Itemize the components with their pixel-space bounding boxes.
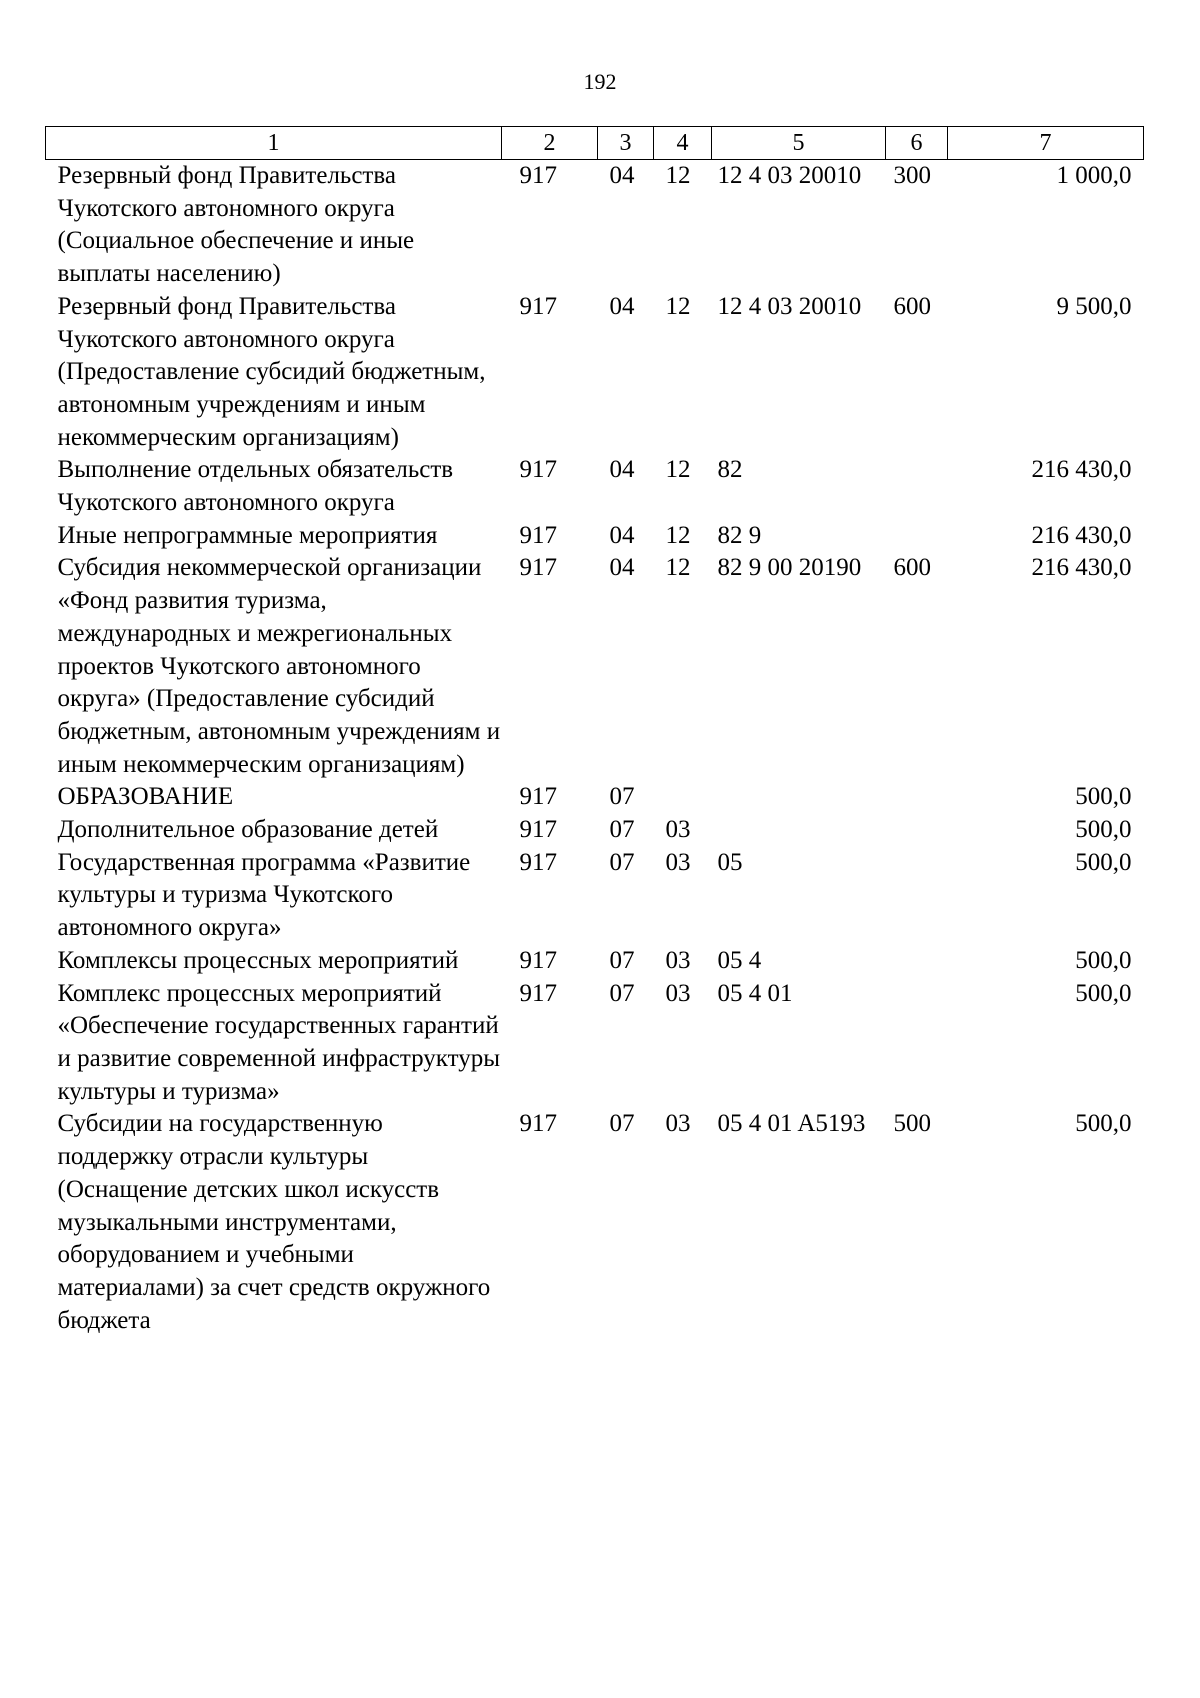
row-subsection: 03 [665,816,691,844]
row-amount: 500,0 [1075,979,1132,1007]
header-col-1: 1 [46,127,502,160]
row-name: Субсидия некоммерческой организации «Фонд развития туризма, международных и межрегиональных проектов Чукотского автономного округа» (Предоставление субсидий бюджетным, автономным учреждениям и иным некоммерческим организациям) [57,554,501,778]
row-section: 04 [609,554,635,582]
row-grbs: 917 [519,946,557,974]
row-expense-type [886,847,948,945]
row-grbs: 917 [519,1110,557,1138]
header-col-2: 2 [502,127,598,160]
row-target-item: 12 4 03 20010 [717,162,862,189]
row-name: Государственная программа «Развитие культуры и туризма Чукотского автономного округа» [57,848,471,942]
row-target-item: 05 4 01 [717,979,793,1007]
row-grbs: 917 [519,292,557,320]
row-grbs: 917 [519,162,557,189]
row-subsection: 12 [665,456,691,484]
table-row [46,520,1144,553]
table-row [46,978,1144,1109]
row-subsection: 03 [665,946,691,974]
row-target-item [712,781,886,814]
row-subsection: 03 [665,848,691,876]
row-section: 04 [609,162,635,189]
row-target-item: 82 9 00 20190 [717,554,862,582]
row-expense-type [886,520,948,553]
row-target-item: 05 [717,848,743,876]
row-amount: 500,0 [1075,783,1132,811]
row-expense-type [886,814,948,847]
header-col-6: 6 [886,127,948,160]
row-expense-type [886,454,948,519]
row-expense-type [886,945,948,978]
table-row [46,781,1144,814]
row-section: 07 [609,848,635,876]
row-subsection: 03 [665,1110,691,1138]
row-grbs: 917 [519,979,557,1007]
row-amount: 500,0 [1075,816,1132,844]
row-subsection: 03 [665,979,691,1007]
row-section: 07 [609,946,635,974]
row-grbs: 917 [519,848,557,876]
row-amount: 9 500,0 [1056,292,1132,320]
row-section: 04 [609,456,635,484]
table-row [46,847,1144,945]
table-row [46,552,1144,781]
row-amount: 216 430,0 [1031,456,1132,484]
row-target-item: 82 [717,456,743,484]
row-section: 07 [609,979,635,1007]
table-row [46,160,1144,291]
row-target-item: 05 4 01 A5193 [717,1110,866,1138]
row-name: Субсидии на государственную поддержку отрасли культуры (Оснащение детских школ искусств музыкальными инструментами, оборудованием и учебными материалами) за счет средств окружного бюджета [57,1110,491,1334]
table-row [46,945,1144,978]
row-grbs: 917 [519,554,557,582]
row-subsection: 12 [665,292,691,320]
row-name: Выполнение отдельных обязательств Чукотского автономного округа [57,456,454,517]
row-name: Комплекс процессных мероприятий «Обеспечение государственных гарантий и развитие современной инфраструктуры культуры и туризма» [57,979,500,1105]
row-expense-type [886,781,948,814]
row-section: 07 [609,816,635,844]
row-name: Дополнительное образование детей [57,816,439,844]
row-target-item [712,814,886,847]
page-number: 192 [583,69,617,94]
row-expense-type: 300 [893,162,931,189]
row-amount: 500,0 [1075,946,1132,974]
row-grbs: 917 [519,816,557,844]
row-target-item: 05 4 [717,946,762,974]
row-subsection [654,781,712,814]
table-row [46,1108,1144,1337]
row-section: 04 [609,521,635,549]
header-col-7: 7 [948,127,1144,160]
row-section: 04 [609,292,635,320]
row-grbs: 917 [519,521,557,549]
row-amount: 216 430,0 [1031,554,1132,582]
row-name: Комплексы процессных мероприятий [57,946,459,974]
row-amount: 500,0 [1075,848,1132,876]
table-body [46,160,1144,1338]
header-col-5: 5 [712,127,886,160]
row-section: 07 [609,783,635,811]
table-row [46,814,1144,847]
row-target-item: 12 4 03 20010 [717,292,862,320]
header-col-3: 3 [598,127,654,160]
row-name: Иные непрограммные мероприятия [57,521,438,549]
row-expense-type: 500 [893,1110,931,1138]
row-subsection: 12 [665,554,691,582]
row-amount: 216 430,0 [1031,521,1132,549]
row-name: ОБРАЗОВАНИЕ [57,783,234,811]
row-section: 07 [609,1110,635,1138]
header-row [46,127,1144,160]
row-name: Резервный фонд Правительства Чукотского автономного округа (Социальное обеспечение и иные выплаты населению) [57,162,415,288]
row-expense-type [886,978,948,1109]
row-subsection: 12 [665,162,691,189]
row-subsection: 12 [665,521,691,549]
table-row [46,291,1144,455]
row-target-item: 82 9 [717,521,762,549]
budget-table [45,126,1144,1337]
row-expense-type: 600 [893,292,931,320]
row-amount: 1 000,0 [1056,162,1132,189]
row-expense-type: 600 [893,554,931,582]
row-grbs: 917 [519,456,557,484]
header-col-4: 4 [654,127,712,160]
row-grbs: 917 [519,783,557,811]
table-row [46,454,1144,519]
row-name: Резервный фонд Правительства Чукотского автономного округа (Предоставление субсидий бюджетным, автономным учреждениям и иным некоммерческим организациям) [57,292,486,451]
table-header [46,127,1144,160]
row-amount: 500,0 [1075,1110,1132,1138]
